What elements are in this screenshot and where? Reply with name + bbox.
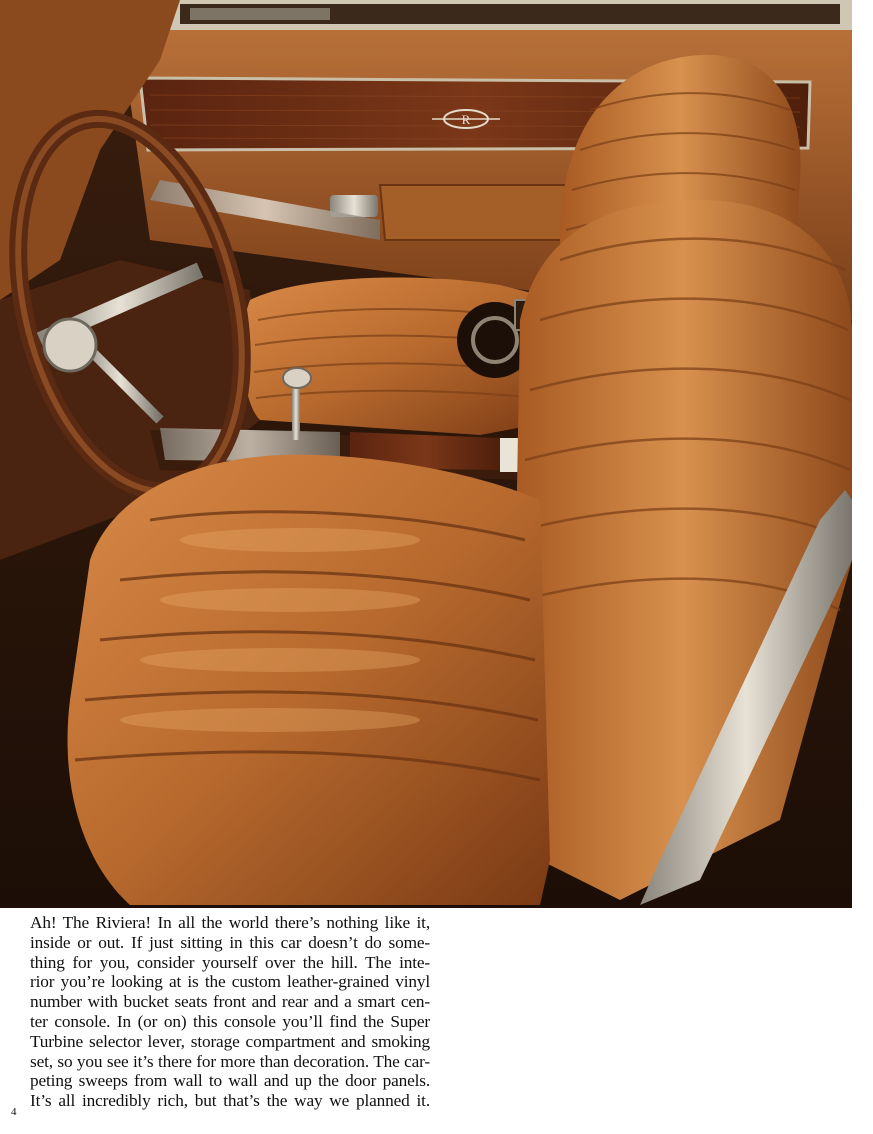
body-copy-line: number with bucket seats front and rear and a smart cen- xyxy=(30,992,430,1012)
page-number: 4 xyxy=(11,1106,17,1118)
body-copy-line: peting sweeps from wall to wall and up the door panels. xyxy=(30,1071,430,1091)
driver-seat-cushion xyxy=(68,455,551,905)
svg-text:R: R xyxy=(461,112,471,127)
body-copy-line: rior you’re looking at is the custom leather-grained vinyl xyxy=(30,972,430,992)
body-copy-line: set, so you see it’s there for more than decoration. The car- xyxy=(30,1051,430,1071)
body-copy-line: ter console. In (or on) this console you’ll find the Super xyxy=(30,1011,430,1031)
body-copy-line: thing for you, consider yourself over the hill. The inte- xyxy=(30,952,430,972)
body-copy xyxy=(30,913,430,1111)
body-copy-line: It’s all incredibly rich, but that’s the way we planned it. xyxy=(30,1091,430,1111)
body-copy-line: Ah! The Riviera! In all the world there’s nothing like it, xyxy=(30,913,430,932)
body-copy-line: inside or out. If just sitting in this car doesn’t do some- xyxy=(30,932,430,952)
body-copy-line: Turbine selector lever, storage compartment and smoking xyxy=(30,1031,430,1051)
